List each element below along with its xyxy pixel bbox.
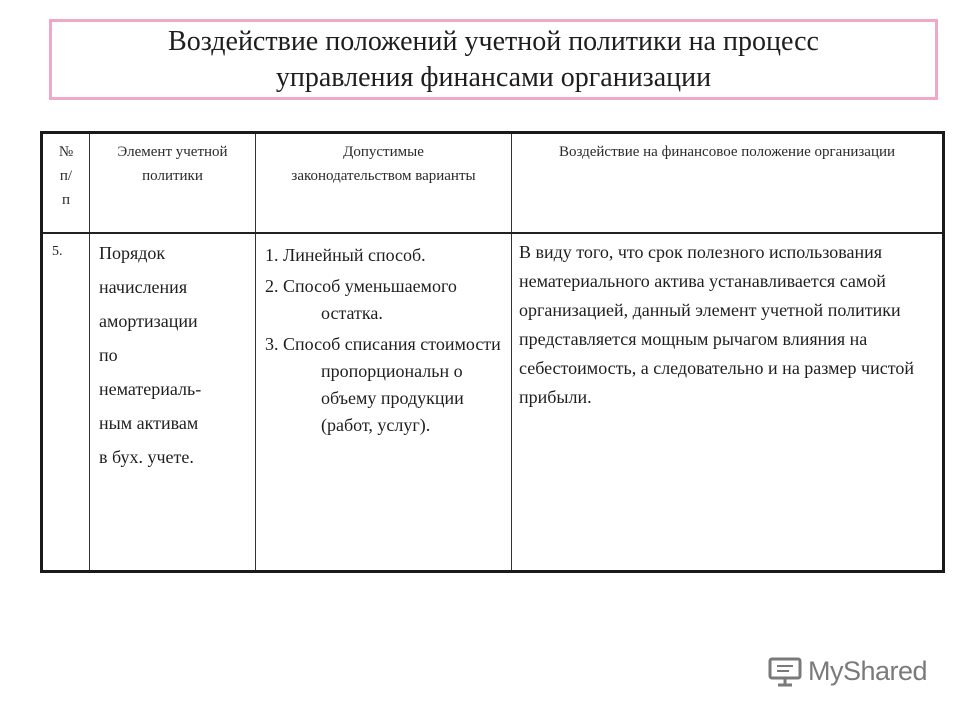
element-line: амортизации <box>99 311 198 331</box>
element-line: Порядок <box>99 243 166 263</box>
element-line: по <box>99 345 118 365</box>
slide-title-box <box>49 19 938 100</box>
header-impact <box>512 133 944 234</box>
accounting-policy-table <box>40 131 945 573</box>
header-impact-label: Воздействие на финансовое положение организации <box>558 144 896 160</box>
header-number <box>42 133 90 234</box>
header-element <box>90 133 256 234</box>
element-line: в бух. учете. <box>99 447 194 467</box>
row-options <box>256 233 512 572</box>
option-item: 3. Способ списания стоимости пропорциональн о объему продукции (работ, услуг). <box>265 334 501 435</box>
row-number: 5. <box>42 233 90 572</box>
header-options-label: Допустимые законодательством варианты <box>291 144 476 184</box>
row-element <box>90 233 256 572</box>
row-impact: В виду того, что срок полезного использования нематериального актива устанавливается самой организацией, данный элемент учетной политики представляется мощным рычагом влияния на себестоимость, а следовательно и на размер чистой прибыли. <box>512 233 944 572</box>
presentation-screen-icon <box>768 657 802 687</box>
options-list <box>265 242 505 439</box>
option-item: 2. Способ уменьшаемого остатка. <box>265 276 457 323</box>
element-line: начисления <box>99 277 188 297</box>
logo-text: MyShared <box>808 656 928 686</box>
slide-title-line-2: управления финансами организации <box>275 61 712 93</box>
element-line: нематериаль- <box>99 379 202 399</box>
header-options <box>256 133 512 234</box>
option-item: 1. Линейный способ. <box>265 245 426 265</box>
element-line: ным активам <box>99 413 199 433</box>
table-header-row <box>42 133 944 234</box>
table-row <box>42 233 944 572</box>
header-element-label: Элемент учетной политики <box>117 144 228 184</box>
myshared-logo <box>768 656 927 687</box>
slide-title-line-1: Воздействие положений учетной политики на процесс <box>168 25 819 57</box>
header-number-label: № п/ п <box>58 144 74 208</box>
